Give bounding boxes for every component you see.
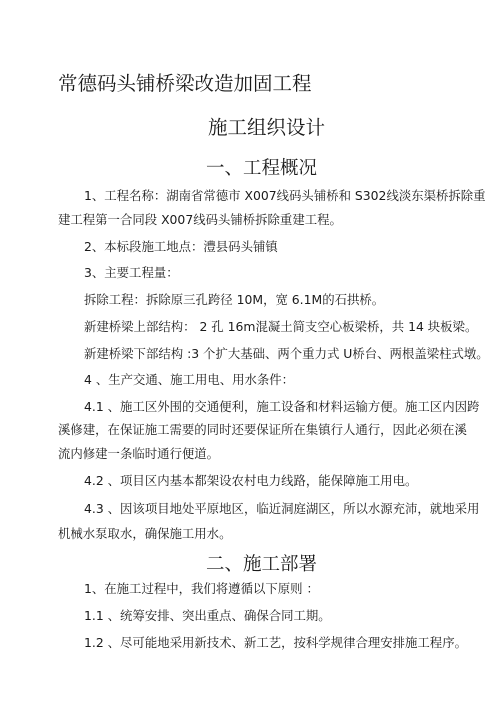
document-subtitle: 施工组织设计 <box>208 116 326 139</box>
paragraph-line: 3、主要工程量： <box>84 265 179 280</box>
paragraph-line: 1.2 、尽可能地采用新技术、新工艺，按科学规律合理安排施工程序。 <box>84 635 467 650</box>
paragraph-line: 新建桥梁下部结构 :3 个扩大基础、两个重力式 U桥台、两根盖梁柱式墩。 <box>84 346 489 361</box>
paragraph-line: 流内修建一条临时通行便道。 <box>58 446 220 461</box>
paragraph-line: 4.2 、项目区内基本都架设农村电力线路，能保障施工用电。 <box>84 473 418 488</box>
paragraph-line: 建工程第一合同段 X007线码头铺桥拆除重建工程。 <box>58 212 342 227</box>
section-heading-overview: 一、工程概况 <box>206 158 318 179</box>
paragraph-line: 4.3 、因该项目地处平原地区，临近洞庭湖区，所以水源充沛，就地采用 <box>84 501 480 516</box>
paragraph-line: 4 、生产交通、施工用电、用水条件： <box>84 372 295 387</box>
paragraph-line: 2、本标段施工地点：澧县码头铺镇 <box>84 239 278 254</box>
paragraph-line: 拆除工程：拆除原三孔跨径 10M，宽 6.1M的石拱桥。 <box>84 292 385 307</box>
paragraph-line: 机械水泵取水，确保施工用水。 <box>58 526 232 541</box>
section-heading-deployment: 二、施工部署 <box>206 554 318 575</box>
paragraph-line: 4.1 、施工区外围的交通便利，施工设备和材料运输方便。施工区内因跨 <box>84 399 480 414</box>
paragraph-line: 1.1 、统筹安排、突出重点、确保合同工期。 <box>84 608 331 623</box>
paragraph-line: 新建桥梁上部结构： 2 孔 16m混凝土简支空心板梁桥，共 14 块板梁。 <box>84 319 478 334</box>
paragraph-line: 溪修建，在保证施工需要的同时还要保证所在集镇行人通行，因此必须在溪 <box>58 422 467 437</box>
paragraph-line: 1、在施工过程中，我们将遵循以下原则 ： <box>84 581 319 596</box>
document-title: 常德码头铺桥梁改造加固工程 <box>58 72 312 95</box>
paragraph-line: 1、工程名称：湖南省常德市 X007线码头铺桥和 S302线淡东渠桥拆除重 <box>84 188 486 203</box>
